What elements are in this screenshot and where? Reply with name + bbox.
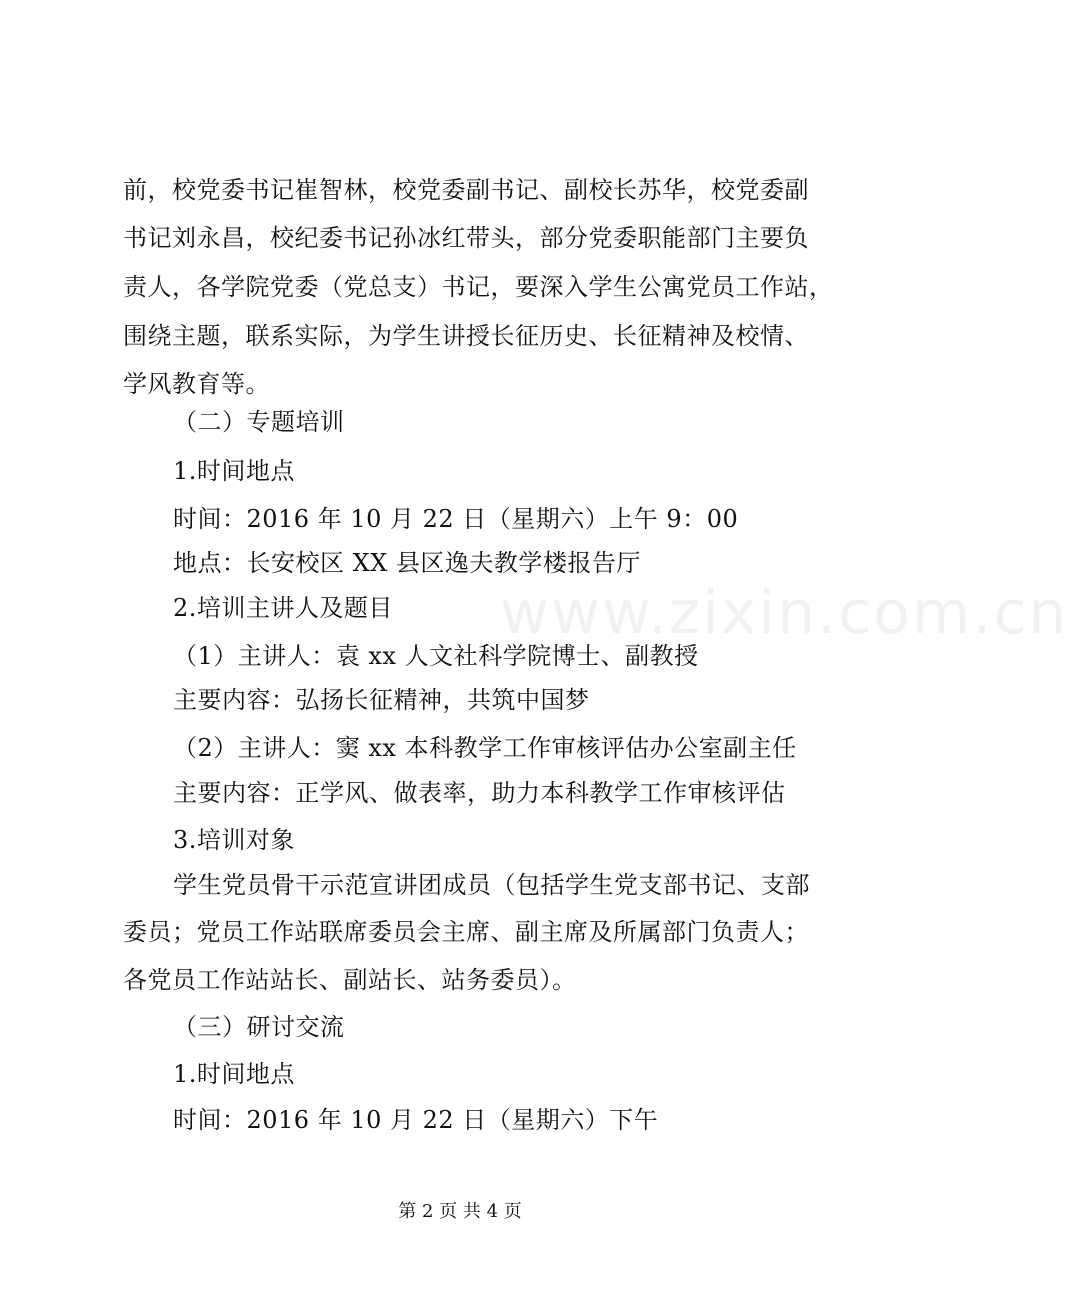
section-heading: （二）专题培训: [173, 408, 345, 436]
body-line: 地点：长安校区 XX 县区逸夫教学楼报告厅: [173, 549, 641, 577]
body-line: 书记刘永昌，校纪委书记孙冰红带头，部分党委职能部门主要负: [123, 224, 809, 252]
subsection-heading: 3.培训对象: [173, 826, 295, 854]
body-line: 前，校党委书记崔智林，校党委副书记、副校长苏华，校党委副: [123, 176, 809, 204]
body-line: 主要内容：正学风、做表率，助力本科教学工作审核评估: [173, 779, 786, 807]
body-line: （2）主讲人：窦 xx 本科教学工作审核评估办公室副主任: [173, 734, 797, 762]
body-line: 主要内容：弘扬长征精神，共筑中国梦: [173, 686, 590, 714]
body-line: 责人，各学院党委（党总支）书记，要深入学生公寓党员工作站，: [123, 273, 834, 301]
section-heading: （三）研讨交流: [173, 1013, 345, 1041]
body-line: 围绕主题，联系实际，为学生讲授长征历史、长征精神及校情、: [123, 322, 809, 350]
subsection-heading: 1.时间地点: [173, 1060, 295, 1088]
body-line: 时间：2016 年 10 月 22 日（星期六）上午 9：00: [173, 505, 739, 533]
body-line: 各党员工作站站长、副站长、站务委员）。: [123, 966, 577, 994]
subsection-heading: 1.时间地点: [173, 457, 295, 485]
body-line: 时间：2016 年 10 月 22 日（星期六）下午: [173, 1106, 659, 1134]
body-line: 委员；党员工作站联席委员会主席、副主席及所属部门负责人；: [123, 918, 809, 946]
body-line: 学风教育等。: [123, 370, 270, 398]
subsection-heading: 2.培训主讲人及题目: [173, 594, 393, 622]
page-footer: 第 2 页 共 4 页: [398, 1201, 522, 1222]
body-line: （1）主讲人：袁 xx 人文社科学院博士、副教授: [173, 642, 699, 670]
watermark: www.zixin.com.cn: [500, 578, 1068, 648]
body-line: 学生党员骨干示范宣讲团成员（包括学生党支部书记、支部: [173, 871, 810, 899]
